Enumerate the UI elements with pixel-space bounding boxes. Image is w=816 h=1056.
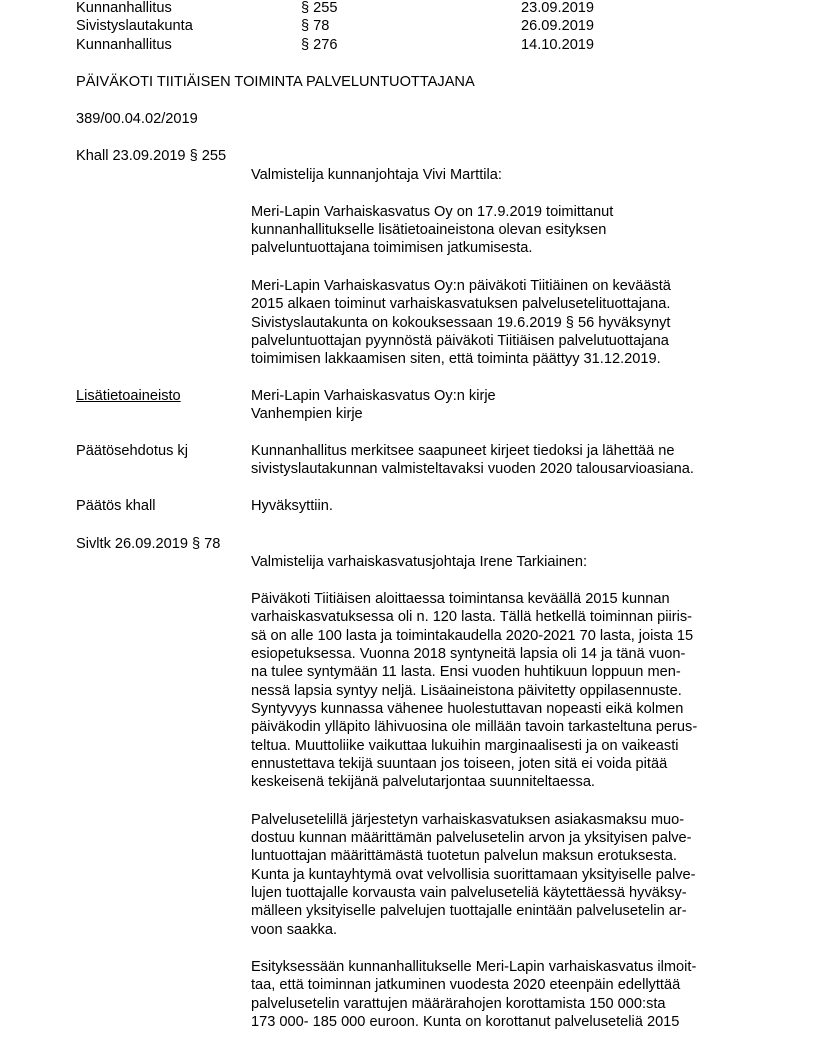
- proposal-label: Päätösehdotus kj: [76, 443, 188, 459]
- text-line: voon saakka.: [251, 922, 337, 938]
- sivltk-preparer: Valmistelija varhaiskasvatusjohtaja Irene Tarkiainen:: [251, 554, 588, 570]
- decision-text: Hyväksyttiin.: [251, 498, 333, 514]
- text-line: Sivistyslautakunta on kokouksessaan 19.6.2019 § 56 hyväksynyt: [251, 315, 671, 331]
- text-line: dostuu kunnan määrittämän palvelusetelin arvon ja yksityisen palve-: [251, 830, 692, 846]
- text-line: varhaiskasvatuksessa oli n. 120 lasta. Tällä hetkellä toiminnan piiris-: [251, 609, 693, 625]
- text-line: 2015 alkaen toiminut varhaiskasvatuksen palvelusetelituottajana.: [251, 296, 671, 312]
- text-line: toimimisen lakkaamisen siten, että toiminta päättyy 31.12.2019.: [251, 351, 661, 367]
- text-line: keskeisenä tekijänä palvelutarjontaa suunniteltaessa.: [251, 774, 595, 790]
- text-line: luntuottajan määrittämästä tuotetun palvelun maksun erotuksesta.: [251, 848, 677, 864]
- text-line: Kunta ja kuntayhtymä ovat velvollisia suorittamaan yksityiselle palve-: [251, 867, 696, 883]
- record-number: 389/00.04.02/2019: [76, 111, 198, 127]
- text-line: palveluntuottajana toimimisen jatkumisesta.: [251, 240, 533, 256]
- attachment-item: Meri-Lapin Varhaiskasvatus Oy:n kirje: [251, 388, 496, 404]
- history-body: Kunnanhallitus: [76, 0, 172, 16]
- text-line: lujen tuottajalle korvausta vain palveluseteliä käytettäessä hyväksy-: [251, 885, 687, 901]
- sivltk-meeting-header: Sivltk 26.09.2019 § 78: [76, 536, 221, 552]
- text-line: esiopetuksessa. Vuonna 2018 syntyneitä lapsia oli 14 ja tänä vuon-: [251, 646, 686, 662]
- text-line: taa, että toiminnan jatkuminen vuodesta 2020 eteenpäin edellyttää: [251, 977, 681, 993]
- text-line: Kunnanhallitus merkitsee saapuneet kirjeet tiedoksi ja lähettää ne: [251, 443, 675, 459]
- document-title: PÄIVÄKOTI TIITIÄISEN TOIMINTA PALVELUNTUOTTAJANA: [76, 74, 475, 90]
- text-line: päiväkodin ylläpito lähivuosina ole millään tavoin tarkasteltuna perus-: [251, 719, 698, 735]
- text-line: nessä lapsia syntyy neljä. Lisäaineistona päivitetty oppilasennuste.: [251, 683, 682, 699]
- history-date: 26.09.2019: [521, 18, 595, 34]
- text-line: Päiväkoti Tiitiäisen aloittaessa toimintansa keväällä 2015 kunnan: [251, 591, 670, 607]
- text-line: sivistyslautakunnan valmisteltavaksi vuoden 2020 talousarvioasiana.: [251, 461, 694, 477]
- history-body: Kunnanhallitus: [76, 37, 172, 53]
- text-line: sä on alle 100 lasta ja toimintakaudella 2020-2021 70 lasta, joista 15: [251, 628, 694, 644]
- text-line: palvelusetelin varattujen määrärahojen korottamista 150 000:sta: [251, 996, 666, 1012]
- history-body: Sivistyslautakunta: [76, 18, 193, 34]
- decision-label: Päätös khall: [76, 498, 156, 514]
- text-line: Esityksessään kunnanhallitukselle Meri-Lapin varhaiskasvatus ilmoit-: [251, 959, 697, 975]
- text-line: palveluntuottajan pyynnöstä päiväkoti Tiitiäisen palvelutuottajana: [251, 333, 669, 349]
- text-line: Meri-Lapin Varhaiskasvatus Oy on 17.9.2019 toimittanut: [251, 204, 614, 220]
- attachments-label[interactable]: Lisätietoaineisto: [76, 388, 181, 404]
- text-line: mälleen yksityiselle palvelujen tuottajalle enintään palvelusetelin ar-: [251, 903, 687, 919]
- khall-meeting-header: Khall 23.09.2019 § 255: [76, 148, 227, 164]
- attachment-item: Vanhempien kirje: [251, 406, 363, 422]
- khall-preparer: Valmistelija kunnanjohtaja Vivi Marttila:: [251, 167, 502, 183]
- history-section: § 78: [301, 18, 330, 34]
- history-date: 23.09.2019: [521, 0, 595, 16]
- history-section: § 276: [301, 37, 338, 53]
- history-date: 14.10.2019: [521, 37, 595, 53]
- text-line: kunnanhallitukselle lisätietoaineistona olevan esityksen: [251, 222, 607, 238]
- text-line: ennustettava tekijä suuntaan jos toiseen, joten sitä ei voida pitää: [251, 756, 668, 772]
- text-line: Meri-Lapin Varhaiskasvatus Oy:n päiväkoti Tiitiäinen on keväästä: [251, 278, 671, 294]
- text-line: 173 000- 185 000 euroon. Kunta on korottanut palveluseteliä 2015: [251, 1014, 680, 1030]
- text-line: Syntyvyys kunnassa vähenee huolestuttavan nopeasti eikä kolmen: [251, 701, 684, 717]
- text-line: na tulee syntymään 11 lasta. Ensi vuoden huhtikuun loppuun men-: [251, 664, 681, 680]
- history-section: § 255: [301, 0, 338, 16]
- text-line: Palvelusetelillä järjestetyn varhaiskasvatuksen asiakasmaksu muo-: [251, 812, 685, 828]
- text-line: teltua. Muuttoliike vaikuttaa lukuihin marginaalisesti ja on vaikeasti: [251, 738, 679, 754]
